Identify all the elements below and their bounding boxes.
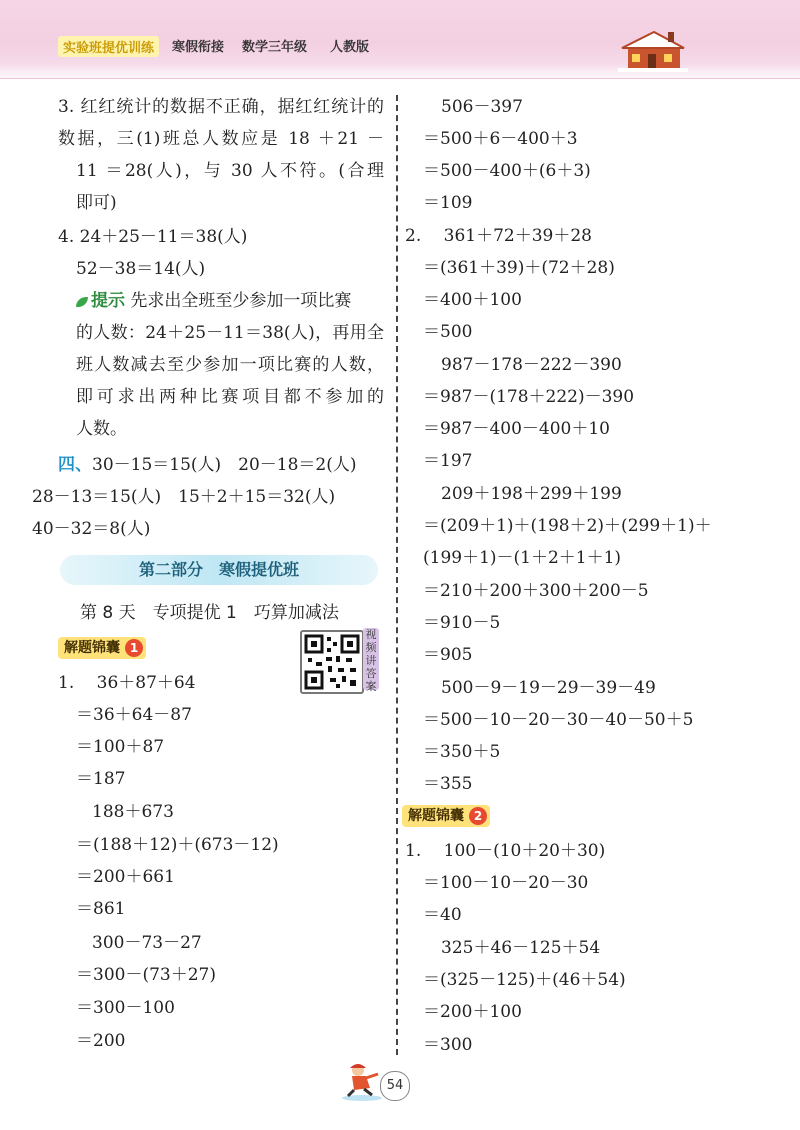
- calc-line: ＝910－5: [423, 613, 501, 633]
- header-title: 寒假衔接: [172, 40, 225, 55]
- calc-line: ＝500－10－20－30－40－50＋5: [423, 710, 694, 730]
- tip-badge-2-number: 2: [469, 807, 487, 825]
- s4-line-3: 40－32＝8(人): [32, 519, 151, 539]
- hint-label: 提示: [91, 291, 125, 311]
- tip-badge-1: [58, 637, 146, 659]
- calc-line: ＝100＋87: [76, 737, 165, 757]
- hint-text-1: 先求出全班至少参加一项比赛: [130, 291, 352, 311]
- brand-label: 实验班提优训练: [58, 36, 159, 57]
- calc-line: ＝987－400－400＋10: [423, 419, 610, 439]
- calc-line: 1. 100－(10＋20＋30): [405, 841, 606, 861]
- calc-line: 2. 361＋72＋39＋28: [405, 226, 592, 246]
- video-answer-label: 视频讲答案: [363, 628, 379, 690]
- calc-line: ＝300－(73＋27): [76, 965, 216, 985]
- calc-line: 506－397: [441, 97, 523, 117]
- calc-line: ＝500＋6－400＋3: [423, 129, 578, 149]
- day-title: 第 8 天 专项提优 1 巧算加减法: [80, 603, 339, 623]
- calc-line: ＝40: [423, 905, 462, 925]
- qr-code-icon: [302, 632, 362, 692]
- calc-line: 987－178－222－390: [441, 355, 622, 375]
- calc-line: ＝355: [423, 774, 473, 794]
- s4-line-2: 28－13＝15(人) 15＋2＋15＝32(人): [32, 487, 336, 507]
- q3-line-3: 11 ＝28(人)，与 30 人不符。(合理: [76, 161, 384, 181]
- q4-line-2: 52－38＝14(人): [76, 259, 206, 279]
- hint-line-1: [76, 290, 351, 312]
- q3-line-1: 3. 红红统计的数据不正确，据红红统计的: [58, 97, 384, 117]
- calc-line: ＝300: [423, 1035, 473, 1055]
- column-divider: [396, 95, 398, 1055]
- calc-line: ＝500: [423, 322, 473, 342]
- section-four-label: 四、: [58, 455, 92, 475]
- calc-line: (199＋1)－(1＋2＋1＋1): [423, 548, 622, 568]
- qr-code[interactable]: [300, 630, 364, 694]
- header-subject: 数学三年级: [242, 40, 308, 55]
- tip-badge-2: [402, 805, 490, 827]
- calc-line: 500－9－19－29－39－49: [441, 678, 656, 698]
- calc-line: ＝861: [76, 899, 126, 919]
- calc-line: ＝905: [423, 645, 473, 665]
- s4-text-1: 30－15＝15(人) 20－18＝2(人): [92, 455, 357, 475]
- tip-badge-2-label: 解题锦囊: [408, 808, 464, 824]
- tip-badge-1-number: 1: [125, 639, 143, 657]
- tip-badge-1-label: 解题锦囊: [64, 640, 120, 656]
- calc-line: ＝200＋100: [423, 1002, 522, 1022]
- calc-line: ＝300－100: [76, 998, 175, 1018]
- calc-line: ＝(361＋39)＋(72＋28): [423, 258, 615, 278]
- hint-line-5: 人数。: [76, 419, 127, 439]
- calc-line: ＝(188＋12)＋(673－12): [76, 835, 279, 855]
- calc-line: 1. 36＋87＋64: [58, 673, 196, 693]
- calc-line: 188＋673: [92, 802, 174, 822]
- calc-line: ＝197: [423, 451, 473, 471]
- calc-line: 325＋46－125＋54: [441, 938, 601, 958]
- calc-line: ＝187: [76, 769, 126, 789]
- hint-line-3: 班人数减去至少参加一项比赛的人数，: [76, 355, 384, 375]
- skater-icon: [340, 1062, 384, 1102]
- q3-line-2: 数据，三(1)班总人数应是 18 ＋21 －: [58, 129, 384, 149]
- header-edition: 人教版: [330, 40, 370, 55]
- s4-line-1: [58, 454, 357, 476]
- page-number: 54: [380, 1071, 410, 1101]
- page-header: [0, 0, 800, 79]
- calc-line: ＝500－400＋(6＋3): [423, 161, 591, 181]
- calc-line: 209＋198＋299＋199: [441, 484, 622, 504]
- hint-line-4: 即可求出两种比赛项目都不参加的: [76, 387, 384, 407]
- calc-line: ＝210＋200＋300＋200－5: [423, 581, 649, 601]
- calc-line: ＝200＋661: [76, 867, 175, 887]
- calc-line: ＝(325－125)＋(46＋54): [423, 970, 626, 990]
- calc-line: ＝350＋5: [423, 742, 501, 762]
- calc-line: 300－73－27: [92, 933, 202, 953]
- calc-line: ＝36＋64－87: [76, 705, 192, 725]
- calc-line: ＝109: [423, 193, 473, 213]
- part-two-banner: 第二部分 寒假提优班: [60, 555, 378, 585]
- calc-line: ＝100－10－20－30: [423, 873, 589, 893]
- snow-house-icon: [618, 28, 688, 72]
- calc-line: ＝987－(178＋222)－390: [423, 387, 635, 407]
- leaf-icon: [76, 297, 88, 307]
- calc-line: ＝400＋100: [423, 290, 522, 310]
- q3-line-4: 即可): [76, 193, 117, 213]
- hint-line-2: 的人数：24＋25－11＝38(人)，再用全: [76, 323, 384, 343]
- calc-line: ＝200: [76, 1031, 126, 1051]
- q4-line-1: 4. 24＋25－11＝38(人): [58, 227, 248, 247]
- calc-line: ＝(209＋1)＋(198＋2)＋(299＋1)＋: [423, 516, 712, 536]
